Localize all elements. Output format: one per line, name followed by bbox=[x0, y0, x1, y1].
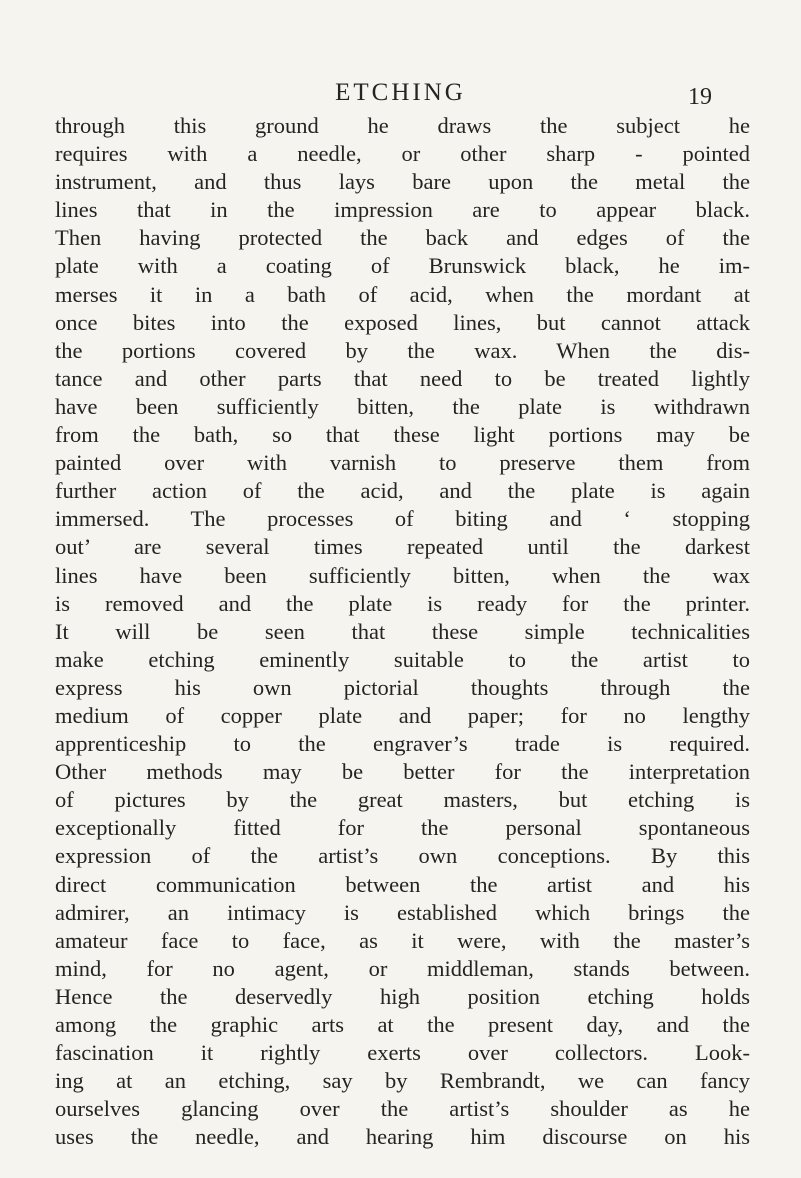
text-line: mind, for no agent, or middleman, stands between. bbox=[55, 955, 750, 981]
text-line: apprenticeship to the engraver’s trade is required. bbox=[55, 731, 750, 757]
text-line: the portions covered by the wax. When the dis- bbox=[55, 337, 750, 363]
text-line: uses the needle, and hearing him discourse on his bbox=[55, 1124, 750, 1150]
text-line: Other methods may be better for the interpretation bbox=[55, 759, 750, 785]
running-head: ETCHING bbox=[335, 79, 466, 106]
text-line: requires with a needle, or other sharp - pointed bbox=[55, 141, 750, 167]
text-line: plate with a coating of Brunswick black, he im- bbox=[55, 253, 750, 279]
text-line: from the bath, so that these light portions may be bbox=[55, 422, 750, 448]
text-line: further action of the acid, and the plate is again bbox=[55, 478, 750, 504]
text-line: amateur face to face, as it were, with the master’s bbox=[55, 927, 750, 953]
text-line: lines that in the impression are to appear black. bbox=[55, 197, 750, 223]
text-line: have been sufficiently bitten, the plate is withdrawn bbox=[55, 393, 750, 419]
text-line: painted over with varnish to preserve them from bbox=[55, 450, 750, 476]
text-line: ourselves glancing over the artist’s shoulder as he bbox=[55, 1096, 750, 1122]
text-line: instrument, and thus lays bare upon the metal the bbox=[55, 169, 750, 195]
text-line: tance and other parts that need to be treated lightly bbox=[55, 365, 750, 391]
text-line: expression of the artist’s own conceptions. By this bbox=[55, 843, 750, 869]
text-line: immersed. The processes of biting and ‘ stopping bbox=[55, 506, 750, 532]
text-line: medium of copper plate and paper; for no lengthy bbox=[55, 702, 750, 728]
text-line: exceptionally fitted for the personal spontaneous bbox=[55, 815, 750, 841]
text-line: out’ are several times repeated until the darkest bbox=[55, 534, 750, 560]
text-line: among the graphic arts at the present day, and the bbox=[55, 1012, 750, 1037]
text-line: lines have been sufficiently bitten, when the wax bbox=[55, 562, 750, 588]
text-line: It will be seen that these simple technicalities bbox=[55, 618, 750, 644]
text-line: is removed and the plate is ready for the printer. bbox=[55, 590, 750, 616]
text-line: once bites into the exposed lines, but cannot attack bbox=[55, 309, 750, 335]
page-header bbox=[0, 78, 801, 112]
text-line: Hence the deservedly high position etching holds bbox=[55, 983, 750, 1009]
body-text bbox=[55, 112, 750, 1151]
text-line: ing at an etching, say by Rembrandt, we can fancy bbox=[55, 1068, 750, 1094]
text-line: admirer, an intimacy is established which brings the bbox=[55, 899, 750, 925]
text-line: merses it in a bath of acid, when the mordant at bbox=[55, 281, 750, 307]
text-line: express his own pictorial thoughts through the bbox=[55, 674, 750, 700]
text-line: Then having protected the back and edges of the bbox=[55, 225, 750, 251]
text-line: make etching eminently suitable to the artist to bbox=[55, 646, 750, 672]
page-number: 19 bbox=[688, 84, 712, 110]
text-line: direct communication between the artist and his bbox=[55, 871, 750, 897]
text-line: through this ground he draws the subject he bbox=[55, 113, 750, 138]
text-line: fascination it rightly exerts over collectors. Look- bbox=[55, 1040, 750, 1066]
text-line: of pictures by the great masters, but etching is bbox=[55, 787, 750, 813]
